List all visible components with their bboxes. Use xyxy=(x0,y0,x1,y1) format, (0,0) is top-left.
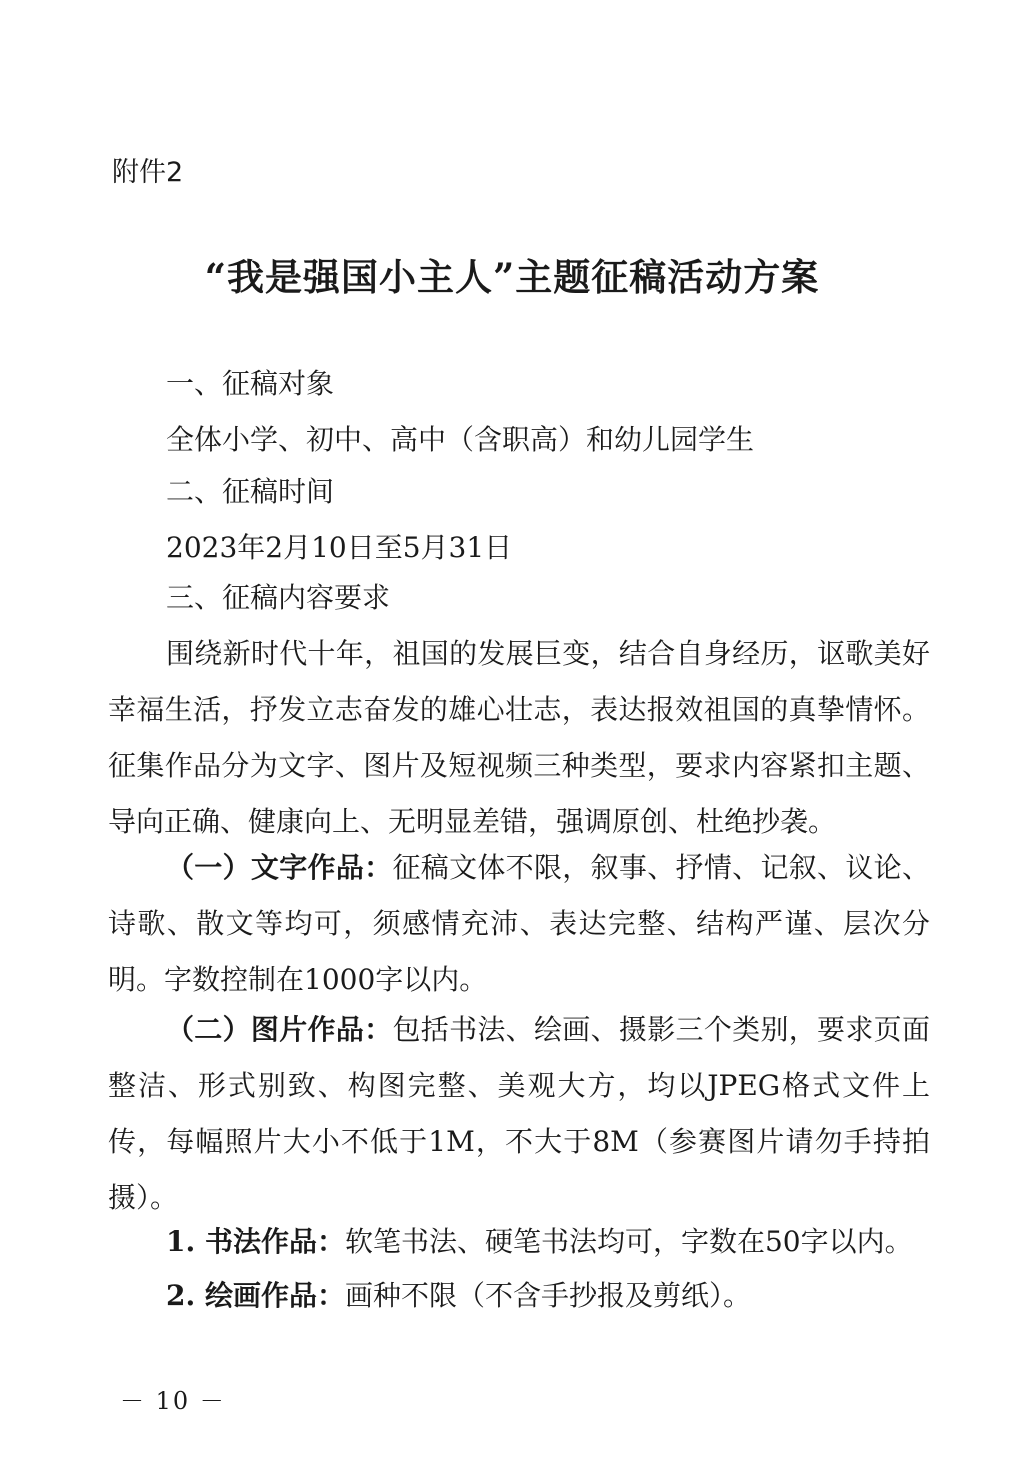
section-2-text: 2023年2月10日至5月31日 xyxy=(166,531,513,564)
text-works xyxy=(108,840,930,1008)
section-2 xyxy=(108,464,930,576)
item-2 xyxy=(108,1268,930,1324)
item-2-label: 2. 绘画作品： xyxy=(166,1279,345,1312)
section-1-heading: 一、征稿对象 xyxy=(166,367,335,400)
image-works-label: （二）图片作品： xyxy=(166,1013,393,1046)
item-1-label: 1. 书法作品： xyxy=(166,1225,345,1258)
page-number: － 10 － xyxy=(120,1387,226,1415)
item-1-body: 软笔书法、硬笔书法均可，字数在50字以内。 xyxy=(344,1225,913,1258)
image-works-paragraph xyxy=(108,1002,930,1226)
section-3-intro: 围绕新时代十年，祖国的发展巨变，结合自身经历，讴歌美好幸福生活，抒发立志奋发的雄心壮志，表达报效祖国的真挚情怀。 征集作品分为文字、图片及短视频三种类型，要求内容紧扣主题、导向正确、健康向上、无明显差错，强调原创、杜绝抄袭。 xyxy=(108,637,930,838)
text-works-body: 征稿文体不限，叙事、抒情、记叙、议论、诗歌、散文等均可，须感情充沛、表达完整、结构严谨、层次分明。字数控制在1000字以内。 xyxy=(108,851,930,996)
section-3 xyxy=(108,570,930,850)
text-works-label: （一）文字作品： xyxy=(166,851,393,884)
image-works-body: 包括书法、绘画、摄影三个类别，要求页面整洁、形式别致、构图完整、美观大方，均以JPEG格式文件上传，每幅照片大小不低于1M，不大于8M（参赛图片请勿手持拍摄）。 xyxy=(108,1013,930,1214)
section-1-text: 全体小学、初中、高中（含职高）和幼儿园学生 xyxy=(166,423,755,456)
image-works xyxy=(108,1002,930,1226)
text-works-paragraph xyxy=(108,840,930,1008)
section-3-heading: 三、征稿内容要求 xyxy=(166,581,391,614)
section-2-heading: 二、征稿时间 xyxy=(166,475,335,508)
section-1 xyxy=(108,356,930,468)
item-1-paragraph xyxy=(108,1214,930,1270)
document-title: “我是强国小主人”主题征稿活动方案 xyxy=(204,255,820,299)
item-2-body: 画种不限（不含手抄报及剪纸）。 xyxy=(344,1279,751,1312)
item-1 xyxy=(108,1214,930,1270)
item-2-paragraph xyxy=(108,1268,930,1324)
attachment-label: 附件2 xyxy=(112,157,184,188)
